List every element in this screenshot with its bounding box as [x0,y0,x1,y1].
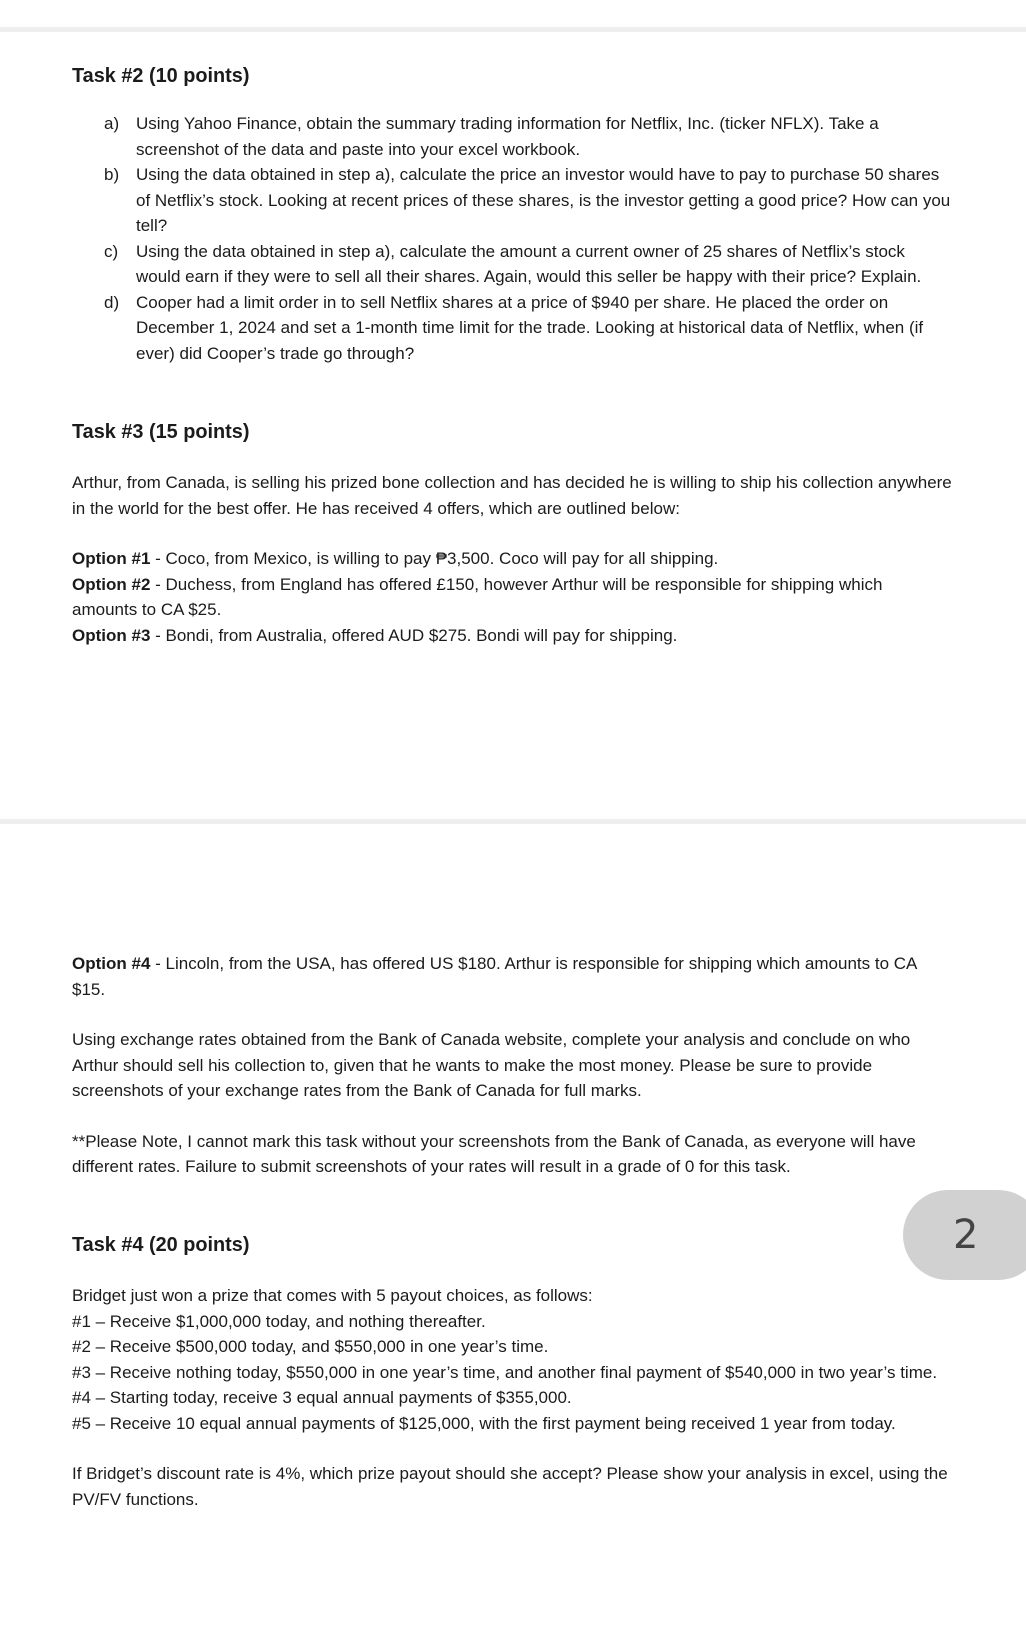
top-divider [0,27,1026,32]
list-marker: a) [104,114,120,133]
option-label: Option #2 [72,574,151,594]
task-4-section [72,1232,952,1512]
options-list [72,546,952,648]
task-3-intro: Arthur, from Canada, is selling his prized bone collection and has decided he is willing to ship his collection anywhere in the world for the best offer. He has received 4 offers, which are outlined below: [72,473,952,518]
task-4-intro: Bridget just won a prize that comes with 5 payout choices, as follows: [72,1286,593,1305]
task-4-heading: Task #4 (20 points) [72,1234,250,1256]
list-item-text: Cooper had a limit order in to sell Netflix shares at a price of $940 per share. He placed the order on December 1, 2024 and set a 1-month time limit for the trade. Looking at historical data of Netflix, when (if ever) did Cooper’s trade go through? [136,292,924,363]
page-number-badge [903,1190,1026,1280]
task-3-note: **Please Note, I cannot mark this task without your screenshots from the Bank of Canada, as everyone will have different rates. Failure to submit screenshots of your rates will result in a grade of 0 for this task. [72,1131,916,1176]
task-2-list [72,111,952,366]
task-3-analysis: Using exchange rates obtained from the Bank of Canada website, complete your analysis and conclude on who Arthur should sell his collection to, given that he wants to make the most money. Please be sure to provide screenshots of your exchange rates from the Bank of Canada for full marks. [72,1030,911,1100]
option-4 [72,951,952,1002]
list-item [72,111,952,162]
option-3 [72,623,952,649]
option-label: Option #4 [72,954,151,973]
payout-choice-5: #5 – Receive 10 equal annual payments of $125,000, with the first payment being received 1 year from today. [72,1413,896,1433]
list-item [72,239,952,290]
list-item-text: Using the data obtained in step a), calculate the price an investor would have to pay to purchase 50 shares of Netflix’s stock. Looking at recent prices of these shares, is the investor getting a good price? How can you tell? [136,165,951,235]
payout-choice-4: #4 – Starting today, receive 3 equal annual payments of $355,000. [72,1388,572,1407]
list-marker: b) [104,165,120,184]
task-2-section [72,63,952,366]
page-divider [0,819,1026,824]
list-item-text: Using Yahoo Finance, obtain the summary trading information for Netflix, Inc. (ticker NFLX). Take a screenshot of the data and paste into your excel workbook. [136,114,879,159]
task-3-section [72,419,952,648]
option-label: Option #3 [72,625,151,645]
option-label: Option #1 [72,549,151,568]
task-3-heading: Task #3 (15 points) [72,421,250,443]
page-number: 2 [953,1212,979,1258]
list-marker: c) [104,241,119,261]
task-3-continued [72,951,952,1180]
option-text: - Bondi, from Australia, offered AUD $275. Bondi will pay for shipping. [150,625,678,645]
task-2-heading: Task #2 (10 points) [72,65,250,87]
option-text: - Lincoln, from the USA, has offered US $180. Arthur is responsible for shipping which amounts to CA $15. [72,954,917,999]
payout-choice-1: #1 – Receive $1,000,000 today, and nothing thereafter. [72,1311,486,1331]
option-text: - Coco, from Mexico, is willing to pay ₱3,500. Coco will pay for all shipping. [150,549,719,568]
list-item [72,162,952,239]
task-4-question: If Bridget’s discount rate is 4%, which prize payout should she accept? Please show your analysis in excel, using the PV/FV functions. [72,1464,948,1509]
list-item [72,290,952,367]
option-1 [72,546,952,572]
list-marker: d) [104,292,120,312]
payout-choice-3: #3 – Receive nothing today, $550,000 in one year’s time, and another final payment of $540,000 in two year’s time. [72,1362,938,1382]
option-2 [72,572,952,623]
list-item-text: Using the data obtained in step a), calculate the amount a current owner of 25 shares of Netflix’s stock would earn if they were to sell all their shares. Again, would this seller be happy with their price? Explain. [136,241,922,286]
payout-choice-2: #2 – Receive $500,000 today, and $550,000 in one year’s time. [72,1337,549,1356]
option-text: - Duchess, from England has offered £150, however Arthur will be responsible for shipping which amounts to CA $25. [72,574,883,619]
